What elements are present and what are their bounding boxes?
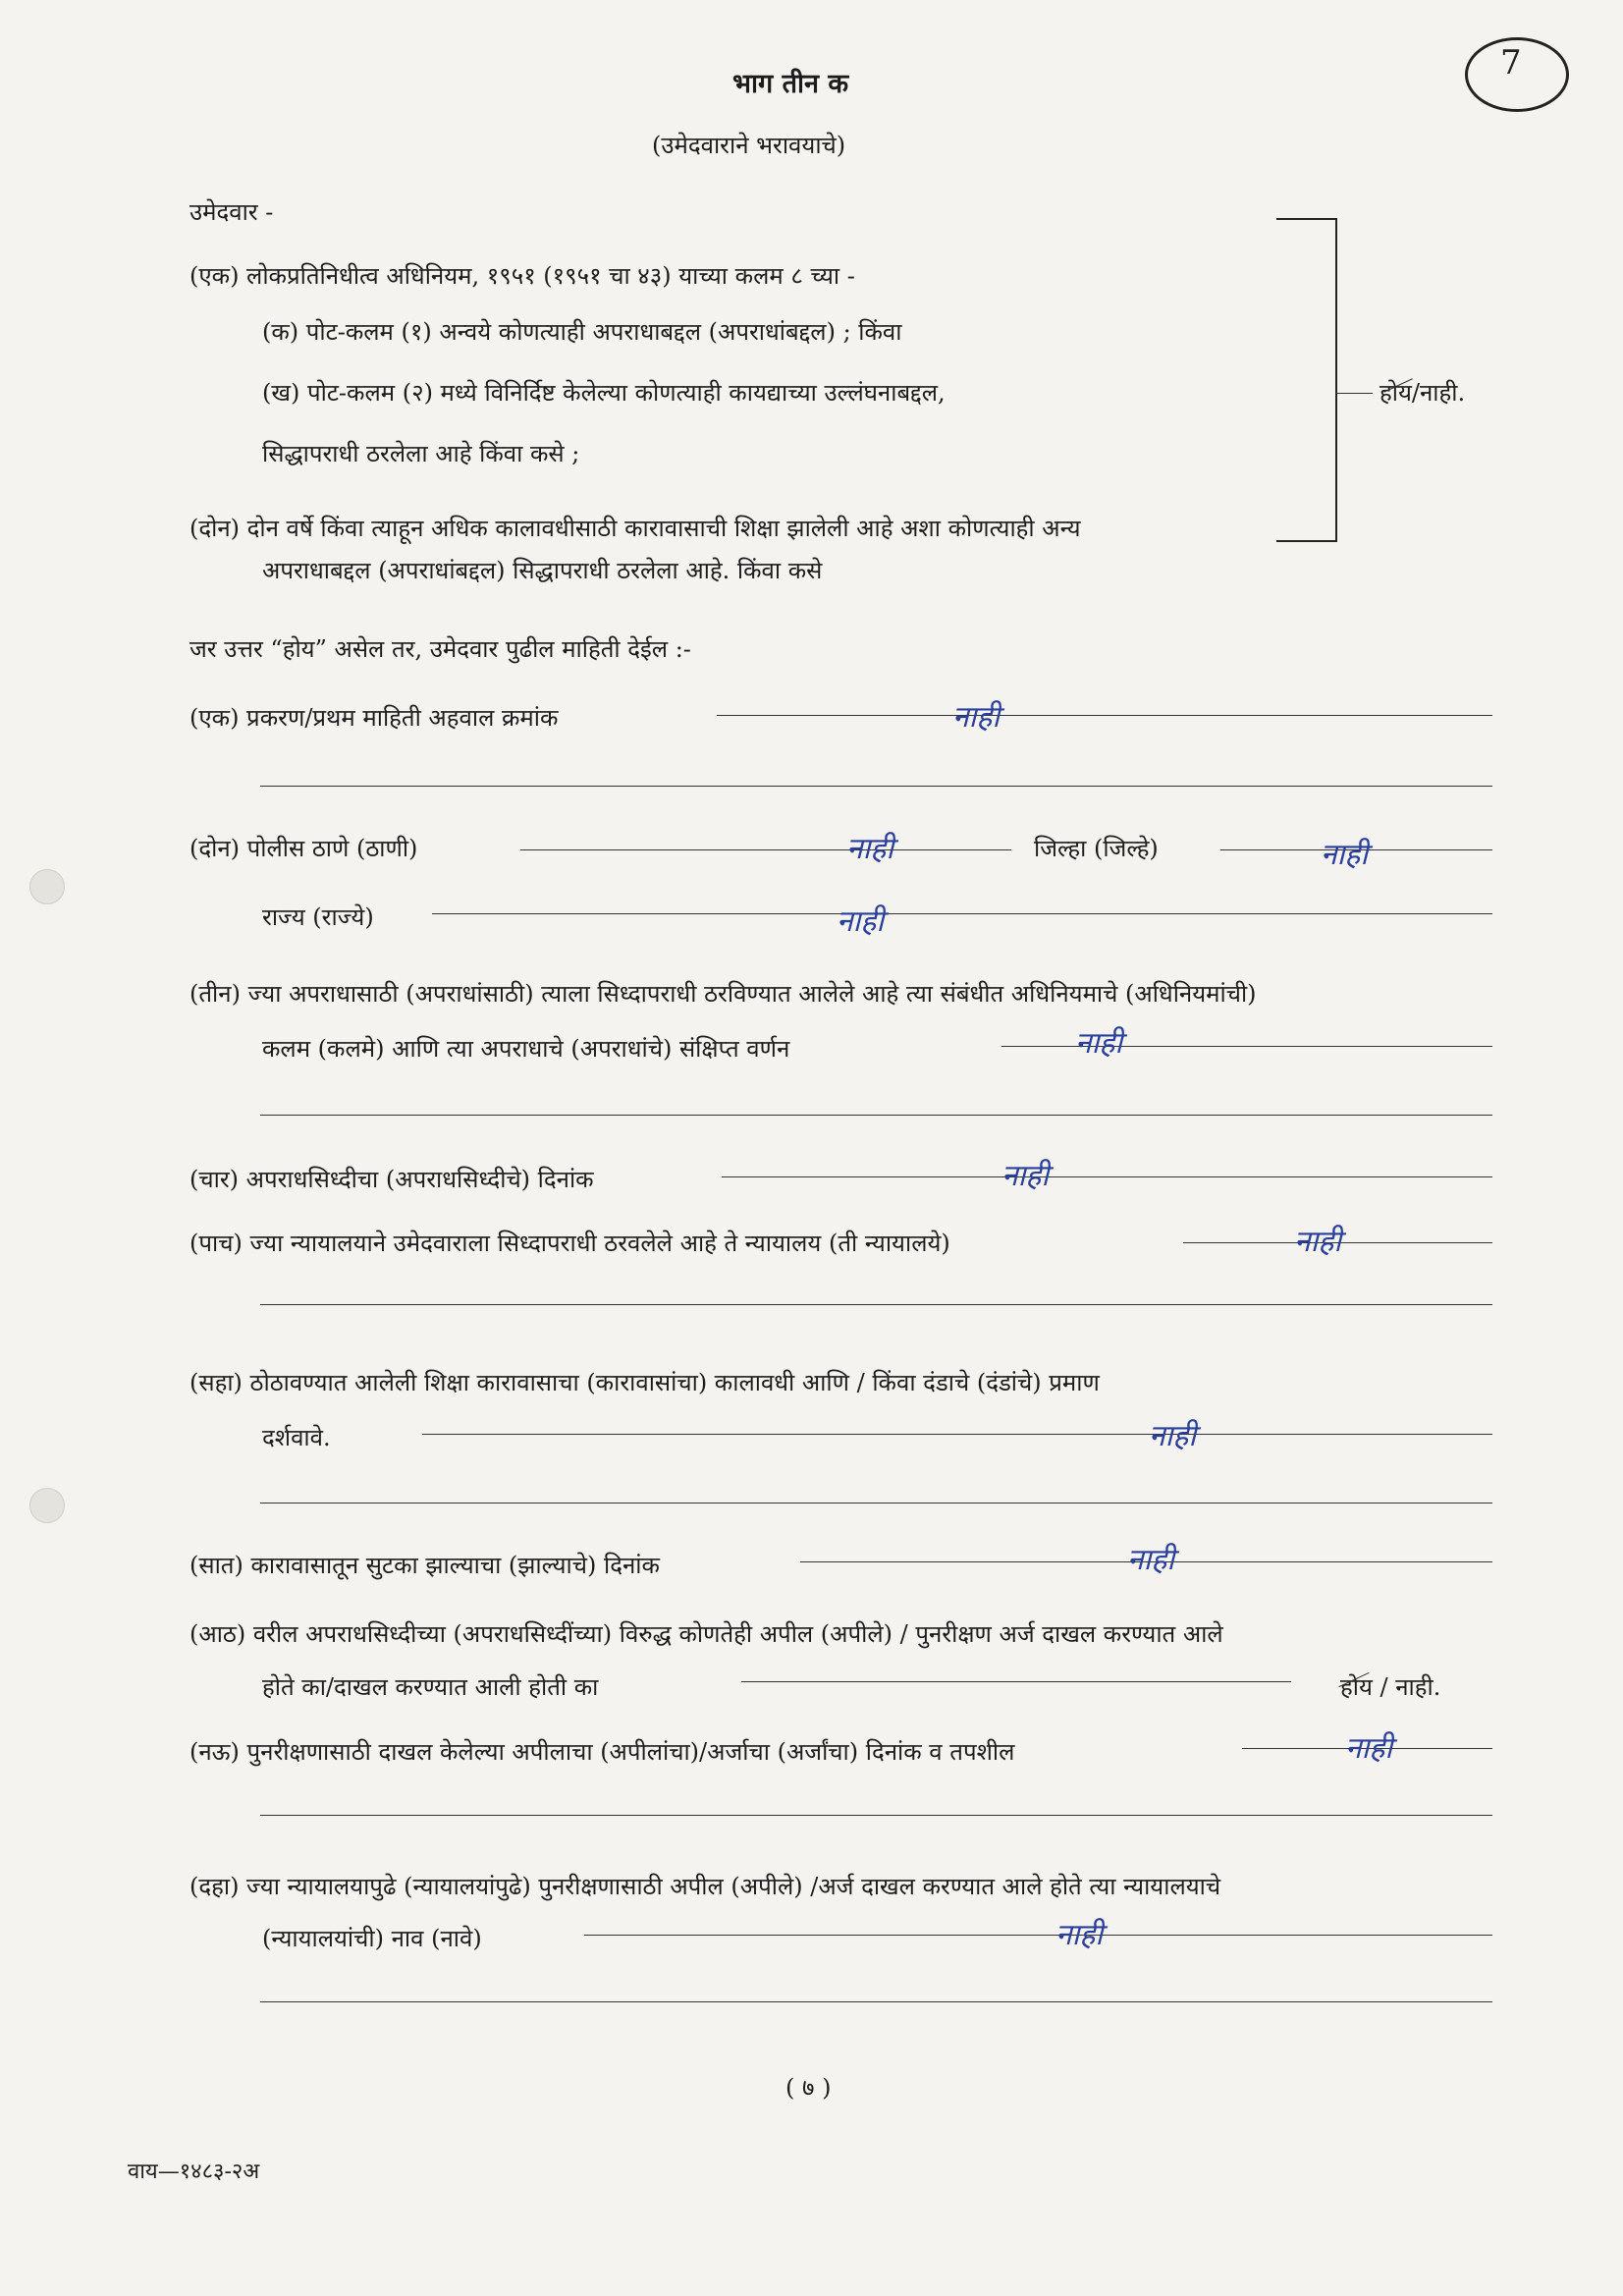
court-answer: नाही [1294, 1225, 1342, 1259]
conviction-bracket [1276, 218, 1337, 542]
release-date-answer: नाही [1127, 1543, 1175, 1577]
case-number-answer: नाही [952, 700, 1001, 735]
revision-date-answer: नाही [1345, 1731, 1393, 1766]
field-appeal-label-line2: होते का/दाखल करण्यात आली होती का [262, 1673, 599, 1701]
conviction-kha-cont: सिद्धापराधी ठरलेला आहे किंवा कसे ; [262, 440, 580, 467]
appeal-court-answer-line2 [260, 2001, 1492, 2002]
field-revision-date-label: (नऊ) पुनरीक्षणासाठी दाखल केलेल्या अपीलाचा (अपीलांचा)/अर्जाचा (अर्जांचा) दिनांक व तपशील [189, 1738, 1015, 1766]
field-act-section-label-line1: (तीन) ज्या अपराधासाठी (अपराधांसाठी) त्याला सिध्दापराधी ठरविण्यात आलेले आहे त्या संबंधीत अधिनियमाचे (अधिनियमांची) [189, 980, 1257, 1008]
page-subtitle: (उमेदवाराने भरावयाचे) [652, 132, 846, 159]
field-appeal-court-label-line1: (दहा) ज्या न्यायालयापुढे (न्यायालयांपुढे) पुनरीक्षणासाठी अपील (अपीले) /अर्ज दाखल करण्यात आले होते त्या न्यायालयाचे [189, 1873, 1221, 1900]
act-section-answer: नाही [1075, 1026, 1123, 1061]
field-act-section-label-line2: कलम (कलमे) आणि त्या अपराधाचे (अपराधांचे) संक्षिप्त वर्णन [262, 1035, 790, 1063]
district-answer: नाही [1321, 838, 1369, 872]
conviction-yes-no: होय/नाही. [1380, 379, 1466, 407]
conviction-ka: (क) पोट-कलम (१) अन्वये कोणत्याही अपराधाबद्दल (अपराधांबद्दल) ; किंवा [262, 318, 902, 346]
bracket-pointer [1335, 393, 1373, 394]
state-answer: नाही [837, 904, 885, 939]
case-number-answer-line [717, 715, 1492, 716]
conviction-date-answer: नाही [1001, 1159, 1050, 1193]
field-conviction-date-label: (चार) अपराधसिध्दीचा (अपराधसिध्दीचे) दिनांक [189, 1166, 594, 1193]
field-release-date-label: (सात) कारावासातून सुटका झाल्याचा (झाल्याचे) दिनांक [189, 1552, 660, 1579]
sentence-answer-line [422, 1434, 1492, 1435]
appeal-court-answer: नाही [1055, 1918, 1104, 1952]
field-appeal-court-label-line2: (न्यायालयांची) नाव (नावे) [262, 1925, 482, 1952]
court-answer-line2 [260, 1304, 1492, 1305]
page-title: भाग तीन क [732, 69, 849, 99]
conviction-date-answer-line [722, 1176, 1492, 1177]
act-section-answer-line2 [260, 1115, 1492, 1116]
field-district-label: जिल्हा (जिल्हे) [1034, 835, 1159, 862]
conviction-kha: (ख) पोट-कलम (२) मध्ये विनिर्दिष्ट केलेल्या कोणत्याही कायद्याच्या उल्लंघनाबद्दल, [262, 379, 946, 407]
field-state-label: राज्य (राज्ये) [262, 903, 374, 931]
sentence-answer: नाही [1149, 1419, 1197, 1453]
footer-code: वाय—१४८३-२अ [128, 2159, 260, 2184]
appeal-court-answer-line [584, 1935, 1492, 1936]
police-station-answer-line [520, 849, 1011, 850]
page-number-mark: 7 [1500, 43, 1522, 82]
field-court-label: (पाच) ज्या न्यायालयाने उमेदवाराला सिध्दापराधी ठरवलेले आहे ते न्यायालय (ती न्यायालये) [189, 1230, 950, 1257]
candidate-label: उमेदवार - [189, 198, 274, 226]
appeal-yes-no: होय / नाही. [1340, 1673, 1441, 1701]
police-station-answer: नाही [846, 832, 894, 866]
conviction-ek: (एक) लोकप्रतिनिधीत्व अधिनियम, १९५१ (१९५१ चा ४३) याच्या कलम ८ च्या - [189, 262, 855, 290]
state-answer-line [432, 913, 1492, 914]
field-police-station-label: (दोन) पोलीस ठाणे (ठाणी) [189, 835, 418, 862]
field-sentence-label-line2: दर्शवावे. [262, 1424, 331, 1451]
field-appeal-label-line1: (आठ) वरील अपराधसिध्दीच्या (अपराधसिध्दींच्या) विरुद्ध कोणतेही अपील (अपीले) / पुनरीक्षण अर्ज दाखल करण्यात आले [189, 1620, 1223, 1648]
conviction-don-line1: (दोन) दोन वर्षे किंवा त्याहून अधिक कालावधीसाठी कारावासाची शिक्षा झालेली आहे अशा कोणत्याही अन्य [189, 515, 1081, 542]
appeal-answer-line [741, 1681, 1291, 1682]
conviction-don-line2: अपराधाबद्दल (अपराधांबद्दल) सिद्धापराधी ठरलेला आहे. किंवा कसे [262, 557, 823, 584]
field-case-number-label: (एक) प्रकरण/प्रथम माहिती अहवाल क्रमांक [189, 704, 559, 732]
if-yes-instruction: जर उत्तर “होय” असेल तर, उमेदवार पुढील माहिती देईल :- [189, 635, 691, 663]
field-sentence-label-line1: (सहा) ठोठावण्यात आलेली शिक्षा कारावासाचा (कारावासांचा) कालावधी आणि / किंवा दंडाचे (दंडांचे) प्रमाण [189, 1369, 1100, 1396]
footer-page-number: ( ७ ) [785, 2074, 832, 2102]
punch-hole [29, 1488, 65, 1523]
revision-date-answer-line2 [260, 1815, 1492, 1816]
case-number-answer-line2 [260, 786, 1492, 787]
punch-hole [29, 869, 65, 904]
